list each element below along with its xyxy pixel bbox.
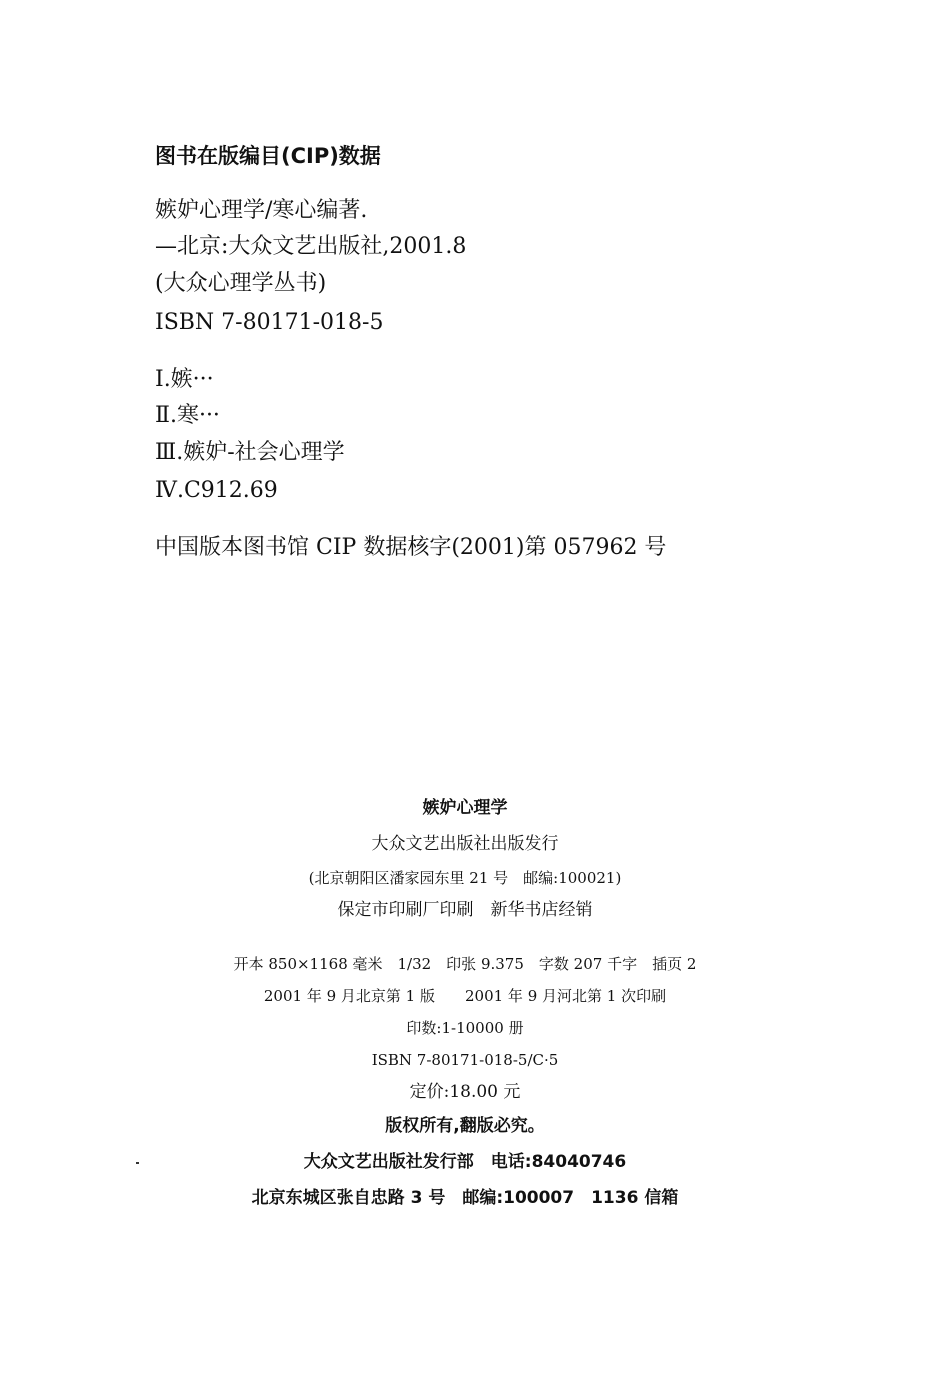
- colophon-edition: 2001 年 9 月北京第 1 版 2001 年 9 月河北第 1 次印刷: [263, 987, 667, 1005]
- colophon-address: (北京朝阳区潘家园东里 21 号 邮编:100021): [308, 869, 622, 887]
- colophon-print-run: 印数:1-10000 册: [406, 1019, 524, 1037]
- cip-series: (大众心理学丛书): [155, 271, 327, 296]
- cip-entry-title: 嫉妒心理学/寒心编著.: [155, 198, 368, 223]
- cip-subject-1: Ⅰ.嫉···: [155, 367, 214, 392]
- scan-speck: [136, 1162, 139, 1164]
- cip-subject-2: Ⅱ.寒···: [155, 403, 220, 428]
- cip-subject-4: Ⅳ.C912.69: [155, 478, 278, 503]
- cip-imprint: —北京:大众文艺出版社,2001.8: [155, 234, 467, 259]
- colophon-distribution: 大众文艺出版社发行部 电话:84040746: [303, 1152, 627, 1172]
- colophon-publisher: 大众文艺出版社出版发行: [371, 834, 559, 854]
- cip-record-number: 中国版本图书馆 CIP 数据核字(2001)第 057962 号: [155, 535, 667, 560]
- colophon-isbn: ISBN 7-80171-018-5/C·5: [371, 1051, 559, 1069]
- colophon-book-title: 嫉妒心理学: [422, 798, 508, 818]
- colophon-price: 定价:18.00 元: [409, 1082, 521, 1102]
- cip-subject-3: Ⅲ.嫉妒-社会心理学: [155, 440, 345, 465]
- cip-isbn: ISBN 7-80171-018-5: [155, 310, 384, 335]
- cip-heading: 图书在版编目(CIP)数据: [155, 144, 381, 168]
- colophon-printer: 保定市印刷厂印刷 新华书店经销: [337, 900, 593, 920]
- colophon-format: 开本 850×1168 毫米 1/32 印张 9.375 字数 207 千字 插页 2: [233, 955, 697, 973]
- colophon-mailing-address: 北京东城区张自忠路 3 号 邮编:100007 1136 信箱: [251, 1188, 679, 1208]
- colophon-copyright: 版权所有,翻版必究。: [385, 1116, 545, 1136]
